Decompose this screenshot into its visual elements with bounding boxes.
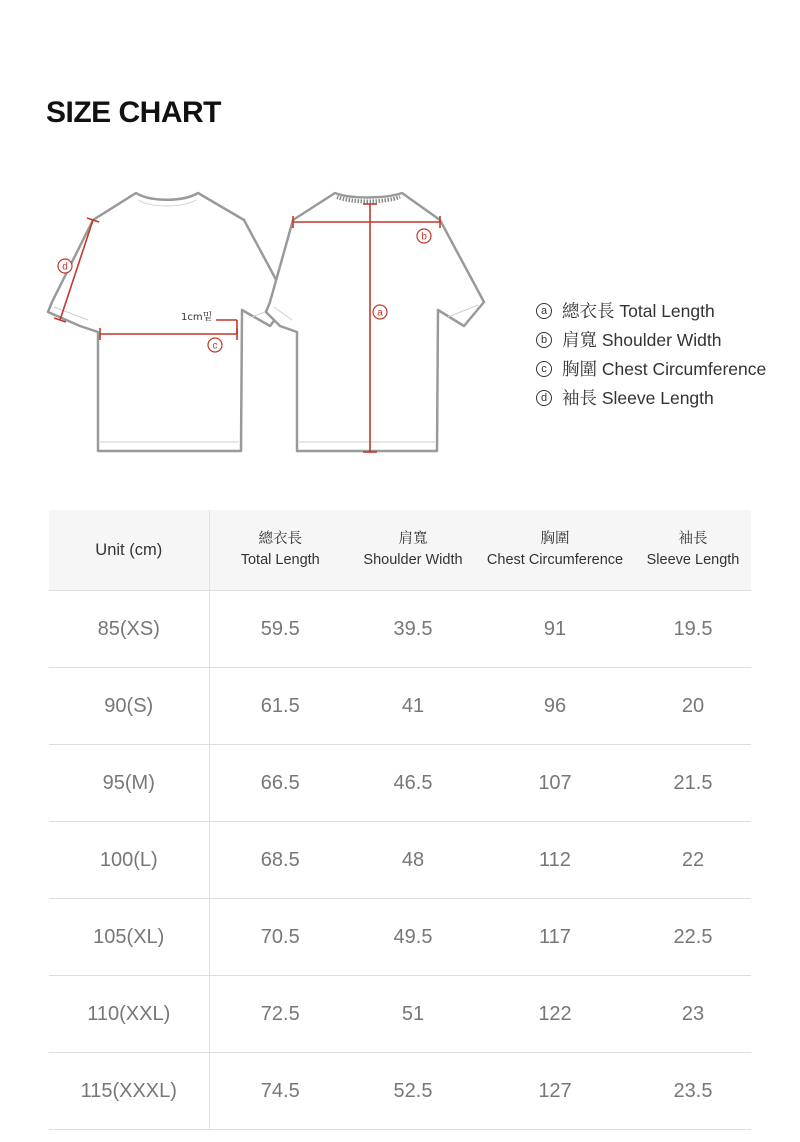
size-cell: 85(XS) xyxy=(49,591,209,668)
legend-item xyxy=(536,296,766,325)
size-table xyxy=(49,510,751,1130)
col-header-total-length: 總衣長 Total Length xyxy=(209,510,351,591)
svg-text:b: b xyxy=(421,231,427,243)
svg-text:d: d xyxy=(62,261,68,273)
size-cell: 110(XXL) xyxy=(49,976,209,1053)
value-cell: 91 xyxy=(475,591,635,668)
value-cell: 21.5 xyxy=(635,745,751,822)
value-cell: 127 xyxy=(475,1053,635,1130)
measurement-legend xyxy=(536,296,766,412)
legend-item xyxy=(536,383,766,412)
value-cell: 96 xyxy=(475,668,635,745)
value-cell: 117 xyxy=(475,899,635,976)
value-cell: 23 xyxy=(635,976,751,1053)
size-cell: 115(XXXL) xyxy=(49,1053,209,1130)
value-cell: 41 xyxy=(351,668,475,745)
page-title: SIZE CHART xyxy=(46,96,221,129)
size-cell: 100(L) xyxy=(49,822,209,899)
tshirt-back xyxy=(266,193,484,451)
value-cell: 107 xyxy=(475,745,635,822)
unit-header: Unit (cm) xyxy=(49,510,209,591)
value-cell: 66.5 xyxy=(209,745,351,822)
legend-label: 總衣長 Total Length xyxy=(562,301,715,321)
col-header-chest: 胸圍 Chest Circumference xyxy=(475,510,635,591)
svg-text:c: c xyxy=(212,340,218,352)
value-cell: 68.5 xyxy=(209,822,351,899)
value-cell: 22 xyxy=(635,822,751,899)
table-row xyxy=(49,745,751,822)
marker-c xyxy=(208,338,222,352)
size-cell: 105(XL) xyxy=(49,899,209,976)
value-cell: 72.5 xyxy=(209,976,351,1053)
legend-marker: d xyxy=(536,390,552,406)
value-cell: 74.5 xyxy=(209,1053,351,1130)
legend-marker: b xyxy=(536,332,552,348)
table-row xyxy=(49,899,751,976)
marker-a xyxy=(373,305,387,319)
legend-item xyxy=(536,354,766,383)
value-cell: 52.5 xyxy=(351,1053,475,1130)
table-header-row xyxy=(49,510,751,591)
below-armpit-note: 1cm밑 xyxy=(181,312,213,323)
table-row xyxy=(49,1053,751,1130)
value-cell: 20 xyxy=(635,668,751,745)
value-cell: 23.5 xyxy=(635,1053,751,1130)
table-row xyxy=(49,822,751,899)
value-cell: 61.5 xyxy=(209,668,351,745)
value-cell: 48 xyxy=(351,822,475,899)
col-header-sleeve-length: 袖長 Sleeve Length xyxy=(635,510,751,591)
value-cell: 39.5 xyxy=(351,591,475,668)
col-header-shoulder-width: 肩寬 Shoulder Width xyxy=(351,510,475,591)
legend-item xyxy=(536,325,766,354)
value-cell: 49.5 xyxy=(351,899,475,976)
legend-marker: a xyxy=(536,303,552,319)
marker-b xyxy=(417,229,431,243)
table-row xyxy=(49,976,751,1053)
tshirt-front xyxy=(48,193,288,451)
size-cell: 90(S) xyxy=(49,668,209,745)
value-cell: 51 xyxy=(351,976,475,1053)
value-cell: 22.5 xyxy=(635,899,751,976)
svg-text:a: a xyxy=(377,307,383,319)
tshirt-diagram xyxy=(40,180,500,470)
value-cell: 70.5 xyxy=(209,899,351,976)
value-cell: 59.5 xyxy=(209,591,351,668)
size-cell: 95(M) xyxy=(49,745,209,822)
table-row xyxy=(49,591,751,668)
legend-label: 肩寬 Shoulder Width xyxy=(562,330,722,350)
value-cell: 19.5 xyxy=(635,591,751,668)
table-row xyxy=(49,668,751,745)
marker-d xyxy=(58,259,72,273)
legend-label: 胸圍 Chest Circumference xyxy=(562,359,767,379)
value-cell: 112 xyxy=(475,822,635,899)
value-cell: 46.5 xyxy=(351,745,475,822)
legend-marker: c xyxy=(536,361,552,377)
value-cell: 122 xyxy=(475,976,635,1053)
legend-label: 袖長 Sleeve Length xyxy=(562,388,714,408)
